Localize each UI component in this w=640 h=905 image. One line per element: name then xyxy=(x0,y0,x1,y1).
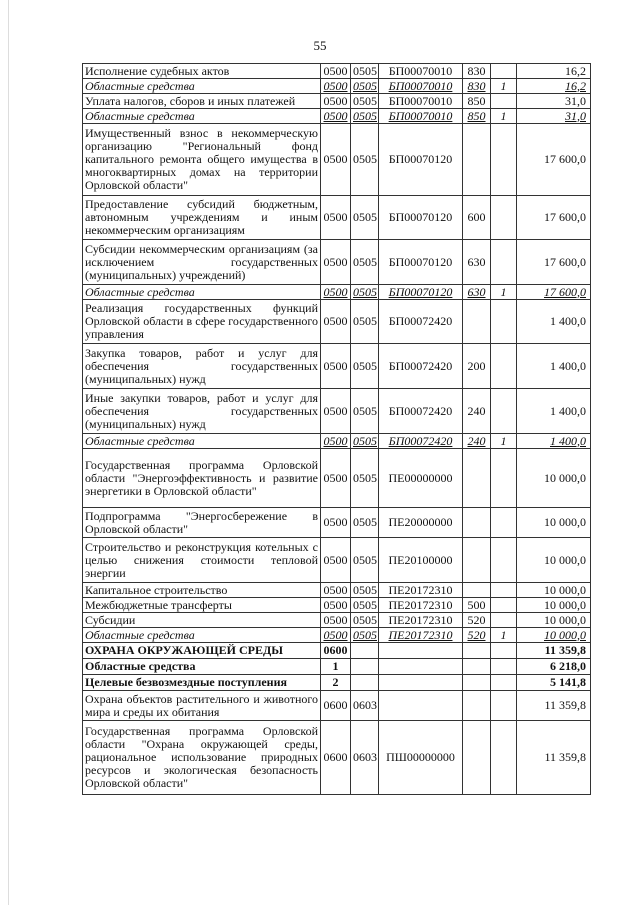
cell-rz: 0505 xyxy=(351,196,379,240)
cell-src xyxy=(491,583,517,598)
cell-name: Предоставление субсидий бюджетным, автономным учреждениям и иным некоммерческим организациям xyxy=(83,196,321,240)
cell-sum: 17 600,0 xyxy=(517,240,591,285)
cell-vr: 520 xyxy=(463,628,491,643)
cell-src xyxy=(491,344,517,389)
cell-rz: 0505 xyxy=(351,389,379,434)
cell-rz xyxy=(351,659,379,675)
scan-margin-line xyxy=(8,0,9,905)
cell-rz: 0505 xyxy=(351,240,379,285)
budget-table xyxy=(82,63,591,795)
cell-ved: 0500 xyxy=(321,300,351,344)
table-row xyxy=(83,240,591,285)
cell-rz: 0505 xyxy=(351,598,379,613)
cell-sum: 10 000,0 xyxy=(517,508,591,538)
cell-name: Иные закупки товаров, работ и услуг для обеспечения государственных (муниципальных) нужд xyxy=(83,389,321,434)
table-row xyxy=(83,285,591,300)
cell-name: Строительство и реконструкция котельных с целью снижения стоимости тепловой энергии xyxy=(83,538,321,583)
cell-csr: БП00070010 xyxy=(379,109,463,124)
cell-rz xyxy=(351,675,379,691)
cell-rz: 0505 xyxy=(351,628,379,643)
cell-name: Охрана объектов растительного и животного мира и среды их обитания xyxy=(83,691,321,721)
cell-rz: 0505 xyxy=(351,285,379,300)
cell-rz: 0505 xyxy=(351,613,379,628)
table-row xyxy=(83,508,591,538)
cell-sum: 17 600,0 xyxy=(517,196,591,240)
cell-sum: 10 000,0 xyxy=(517,449,591,508)
cell-vr: 240 xyxy=(463,389,491,434)
cell-rz: 0505 xyxy=(351,94,379,109)
cell-sum: 31,0 xyxy=(517,94,591,109)
cell-src: 1 xyxy=(491,109,517,124)
cell-rz: 0505 xyxy=(351,508,379,538)
table-row xyxy=(83,344,591,389)
cell-vr xyxy=(463,300,491,344)
cell-name: Межбюджетные трансферты xyxy=(83,598,321,613)
cell-rz: 0603 xyxy=(351,721,379,795)
cell-ved: 0500 xyxy=(321,508,351,538)
cell-src xyxy=(491,240,517,285)
cell-csr: БП00070120 xyxy=(379,196,463,240)
table-row xyxy=(83,79,591,94)
cell-csr: БП00070120 xyxy=(379,285,463,300)
cell-sum: 10 000,0 xyxy=(517,598,591,613)
cell-sum: 10 000,0 xyxy=(517,583,591,598)
cell-vr xyxy=(463,583,491,598)
cell-csr: БП00072420 xyxy=(379,434,463,449)
cell-vr: 630 xyxy=(463,285,491,300)
cell-ved: 0500 xyxy=(321,344,351,389)
cell-csr: ПЕ20172310 xyxy=(379,583,463,598)
cell-csr: ПШ00000000 xyxy=(379,721,463,795)
cell-sum: 16,2 xyxy=(517,79,591,94)
cell-ved: 0500 xyxy=(321,196,351,240)
table-row xyxy=(83,434,591,449)
cell-sum: 11 359,8 xyxy=(517,721,591,795)
cell-src xyxy=(491,598,517,613)
cell-sum: 1 400,0 xyxy=(517,344,591,389)
cell-name: Уплата налогов, сборов и иных платежей xyxy=(83,94,321,109)
cell-ved: 0500 xyxy=(321,538,351,583)
cell-csr xyxy=(379,691,463,721)
cell-name: Областные средства xyxy=(83,434,321,449)
cell-src xyxy=(491,538,517,583)
cell-csr: БП00072420 xyxy=(379,389,463,434)
cell-vr xyxy=(463,643,491,659)
cell-ved: 0500 xyxy=(321,389,351,434)
cell-sum: 10 000,0 xyxy=(517,628,591,643)
table-row xyxy=(83,64,591,79)
cell-name: Исполнение судебных актов xyxy=(83,64,321,79)
cell-vr xyxy=(463,675,491,691)
cell-vr xyxy=(463,538,491,583)
cell-name: Государственная программа Орловской области "Энергоэффективность и развитие энергетики в Орловской области" xyxy=(83,449,321,508)
cell-name: Областные средства xyxy=(83,659,321,675)
cell-src xyxy=(491,389,517,434)
page-number: 55 xyxy=(313,38,327,53)
cell-sum: 1 400,0 xyxy=(517,389,591,434)
cell-ved: 0500 xyxy=(321,449,351,508)
cell-ved: 2 xyxy=(321,675,351,691)
cell-src: 1 xyxy=(491,628,517,643)
cell-ved: 0500 xyxy=(321,628,351,643)
cell-rz: 0505 xyxy=(351,344,379,389)
cell-csr xyxy=(379,659,463,675)
cell-ved: 0600 xyxy=(321,691,351,721)
table-row xyxy=(83,691,591,721)
cell-src: 1 xyxy=(491,79,517,94)
cell-rz: 0505 xyxy=(351,538,379,583)
cell-csr: БП00070010 xyxy=(379,64,463,79)
cell-name: Имущественный взнос в некоммерческую организацию "Региональный фонд капитального ремонта общего имущества в многоквартирных домах на территории Орловской области" xyxy=(83,124,321,196)
cell-src xyxy=(491,449,517,508)
cell-csr: ПЕ20172310 xyxy=(379,598,463,613)
cell-ved: 0500 xyxy=(321,613,351,628)
cell-ved: 0500 xyxy=(321,64,351,79)
cell-csr: БП00070120 xyxy=(379,240,463,285)
cell-rz: 0505 xyxy=(351,583,379,598)
cell-vr: 630 xyxy=(463,240,491,285)
cell-sum: 1 400,0 xyxy=(517,434,591,449)
cell-csr: ПЕ00000000 xyxy=(379,449,463,508)
cell-src: 1 xyxy=(491,285,517,300)
cell-ved: 0500 xyxy=(321,109,351,124)
cell-vr xyxy=(463,124,491,196)
cell-vr: 600 xyxy=(463,196,491,240)
cell-rz xyxy=(351,643,379,659)
cell-src xyxy=(491,659,517,675)
cell-src xyxy=(491,675,517,691)
table-row xyxy=(83,389,591,434)
table-row xyxy=(83,94,591,109)
cell-src xyxy=(491,643,517,659)
cell-src xyxy=(491,691,517,721)
cell-name: Областные средства xyxy=(83,79,321,94)
cell-vr xyxy=(463,508,491,538)
cell-name: Государственная программа Орловской области "Охрана окружающей среды, рациональное использование природных ресурсов и экологическая безопасность Орловской области" xyxy=(83,721,321,795)
cell-vr: 500 xyxy=(463,598,491,613)
cell-sum: 11 359,8 xyxy=(517,643,591,659)
cell-name: Субсидии некоммерческим организациям (за исключением государственных (муниципальных) учреждений) xyxy=(83,240,321,285)
cell-csr: БП00072420 xyxy=(379,300,463,344)
cell-src xyxy=(491,64,517,79)
cell-rz: 0505 xyxy=(351,124,379,196)
cell-vr xyxy=(463,721,491,795)
cell-ved: 0500 xyxy=(321,79,351,94)
table-row xyxy=(83,300,591,344)
table-row xyxy=(83,659,591,675)
cell-vr: 850 xyxy=(463,109,491,124)
table-row xyxy=(83,109,591,124)
cell-rz: 0505 xyxy=(351,300,379,344)
cell-vr: 200 xyxy=(463,344,491,389)
cell-csr: ПЕ20100000 xyxy=(379,538,463,583)
cell-vr xyxy=(463,449,491,508)
cell-ved: 0600 xyxy=(321,721,351,795)
cell-csr: ПЕ20172310 xyxy=(379,613,463,628)
cell-csr: БП00070010 xyxy=(379,79,463,94)
cell-csr xyxy=(379,675,463,691)
cell-sum: 31,0 xyxy=(517,109,591,124)
cell-ved: 0500 xyxy=(321,434,351,449)
cell-vr xyxy=(463,691,491,721)
cell-src xyxy=(491,124,517,196)
cell-sum: 16,2 xyxy=(517,64,591,79)
table-row xyxy=(83,628,591,643)
cell-name: Субсидии xyxy=(83,613,321,628)
cell-vr xyxy=(463,659,491,675)
cell-vr: 240 xyxy=(463,434,491,449)
cell-ved: 0600 xyxy=(321,643,351,659)
table-row xyxy=(83,721,591,795)
table-row xyxy=(83,449,591,508)
cell-src xyxy=(491,508,517,538)
cell-rz: 0505 xyxy=(351,434,379,449)
table-row xyxy=(83,675,591,691)
cell-rz: 0505 xyxy=(351,64,379,79)
table-row xyxy=(83,196,591,240)
cell-sum: 17 600,0 xyxy=(517,285,591,300)
cell-name: Целевые безвозмездные поступления xyxy=(83,675,321,691)
cell-vr: 830 xyxy=(463,79,491,94)
cell-ved: 1 xyxy=(321,659,351,675)
cell-ved: 0500 xyxy=(321,598,351,613)
cell-name: ОХРАНА ОКРУЖАЮЩЕЙ СРЕДЫ xyxy=(83,643,321,659)
cell-sum: 6 218,0 xyxy=(517,659,591,675)
cell-name: Реализация государственных функций Орловской области в сфере государственного управления xyxy=(83,300,321,344)
cell-rz: 0505 xyxy=(351,109,379,124)
cell-sum: 5 141,8 xyxy=(517,675,591,691)
cell-rz: 0505 xyxy=(351,79,379,94)
cell-sum: 11 359,8 xyxy=(517,691,591,721)
cell-csr: ПЕ20172310 xyxy=(379,628,463,643)
cell-vr: 850 xyxy=(463,94,491,109)
cell-src xyxy=(491,300,517,344)
table-row xyxy=(83,583,591,598)
cell-name: Областные средства xyxy=(83,628,321,643)
cell-rz: 0505 xyxy=(351,449,379,508)
cell-ved: 0500 xyxy=(321,583,351,598)
cell-name: Капитальное строительство xyxy=(83,583,321,598)
cell-csr: БП00070120 xyxy=(379,124,463,196)
table-row xyxy=(83,613,591,628)
cell-csr: БП00070010 xyxy=(379,94,463,109)
cell-ved: 0500 xyxy=(321,94,351,109)
cell-ved: 0500 xyxy=(321,124,351,196)
cell-src xyxy=(491,613,517,628)
cell-sum: 10 000,0 xyxy=(517,538,591,583)
cell-ved: 0500 xyxy=(321,285,351,300)
table-row xyxy=(83,538,591,583)
table-row xyxy=(83,643,591,659)
cell-csr: БП00072420 xyxy=(379,344,463,389)
cell-sum: 10 000,0 xyxy=(517,613,591,628)
cell-src xyxy=(491,721,517,795)
cell-ved: 0500 xyxy=(321,240,351,285)
cell-src: 1 xyxy=(491,434,517,449)
cell-csr: ПЕ20000000 xyxy=(379,508,463,538)
cell-sum: 1 400,0 xyxy=(517,300,591,344)
cell-vr: 830 xyxy=(463,64,491,79)
cell-src xyxy=(491,196,517,240)
cell-vr: 520 xyxy=(463,613,491,628)
table-row xyxy=(83,124,591,196)
cell-name: Подпрограмма "Энергосбережение в Орловской области" xyxy=(83,508,321,538)
cell-rz: 0603 xyxy=(351,691,379,721)
cell-name: Закупка товаров, работ и услуг для обеспечения государственных (муниципальных) нужд xyxy=(83,344,321,389)
table-row xyxy=(83,598,591,613)
cell-src xyxy=(491,94,517,109)
budget-table-body xyxy=(83,64,591,795)
cell-sum: 17 600,0 xyxy=(517,124,591,196)
cell-csr xyxy=(379,643,463,659)
cell-name: Областные средства xyxy=(83,285,321,300)
cell-name: Областные средства xyxy=(83,109,321,124)
